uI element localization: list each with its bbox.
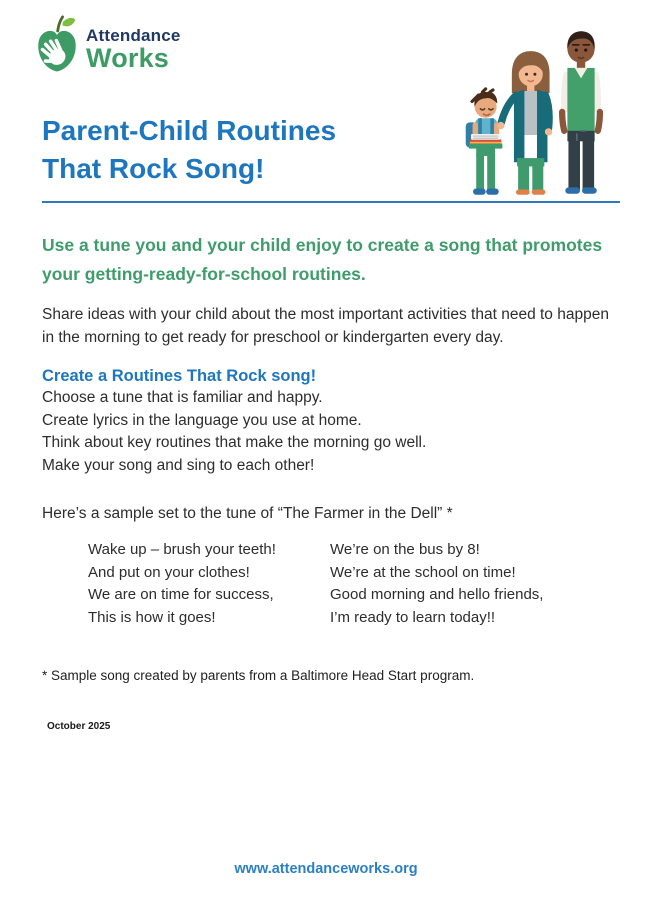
content-area <box>42 231 622 685</box>
page-title-line1: Parent-Child Routines <box>42 115 337 146</box>
lyrics-column-right <box>330 539 590 629</box>
logo-word-attendance: Attendance <box>86 26 181 45</box>
intro-line1: Share ideas with your child about the most important activities that need to happen <box>42 306 609 323</box>
sample-intro: Here’s a sample set to the tune of “The Farmer in the Dell” * <box>42 505 453 522</box>
page-title-line2: That Rock Song! <box>42 153 265 184</box>
logo-word-works: Works <box>86 43 170 73</box>
lyric-line: We’re on the bus by 8! <box>330 541 480 558</box>
books-icon <box>469 134 503 149</box>
subtitle-line1: Use a tune you and your child enjoy to create a song that promotes <box>42 235 603 255</box>
website-link[interactable]: www.attendanceworks.org <box>234 861 418 877</box>
lyric-line: I’m ready to learn today!! <box>330 608 496 626</box>
steps-list <box>42 387 622 477</box>
intro-line2: in the morning to get ready for preschool or kindergarten every day. <box>42 329 504 346</box>
step-item: Make your song and sing to each other! <box>42 456 315 474</box>
lyric-line: This is how it goes! <box>88 608 216 626</box>
song-lyrics <box>42 539 622 629</box>
intro-paragraph <box>42 303 622 349</box>
step-item: Choose a tune that is familiar and happy. <box>42 389 323 406</box>
lyric-line: We are on time for success, <box>88 586 274 603</box>
lyric-line: We’re at the school on time! <box>330 563 516 581</box>
lyrics-column-left <box>88 539 330 629</box>
subtitle-line2: your getting-ready-for-school routines. <box>42 264 366 284</box>
step-item: Create lyrics in the language you use at home. <box>42 411 362 429</box>
publication-date: October 2025 <box>47 721 111 732</box>
divider-line <box>42 201 620 203</box>
father-figure <box>561 31 601 193</box>
lyric-line: Wake up – brush your teeth! <box>88 541 276 558</box>
child-figure <box>466 89 503 195</box>
subtitle <box>42 231 622 289</box>
section-heading: Create a Routines That Rock song! <box>42 367 317 385</box>
step-item: Think about key routines that make the morning go well. <box>42 434 427 451</box>
page-title <box>42 112 462 188</box>
logo-wordmark <box>86 27 181 72</box>
footnote: * Sample song created by parents from a Baltimore Head Start program. <box>42 668 475 683</box>
lyric-line: And put on your clothes! <box>88 563 250 581</box>
page-footer <box>0 860 652 878</box>
mother-figure <box>497 51 552 195</box>
lyric-line: Good morning and hello friends, <box>330 586 544 603</box>
attendance-works-logo <box>36 14 181 80</box>
apple-hand-logo-icon <box>36 14 78 80</box>
family-illustration <box>456 26 618 200</box>
